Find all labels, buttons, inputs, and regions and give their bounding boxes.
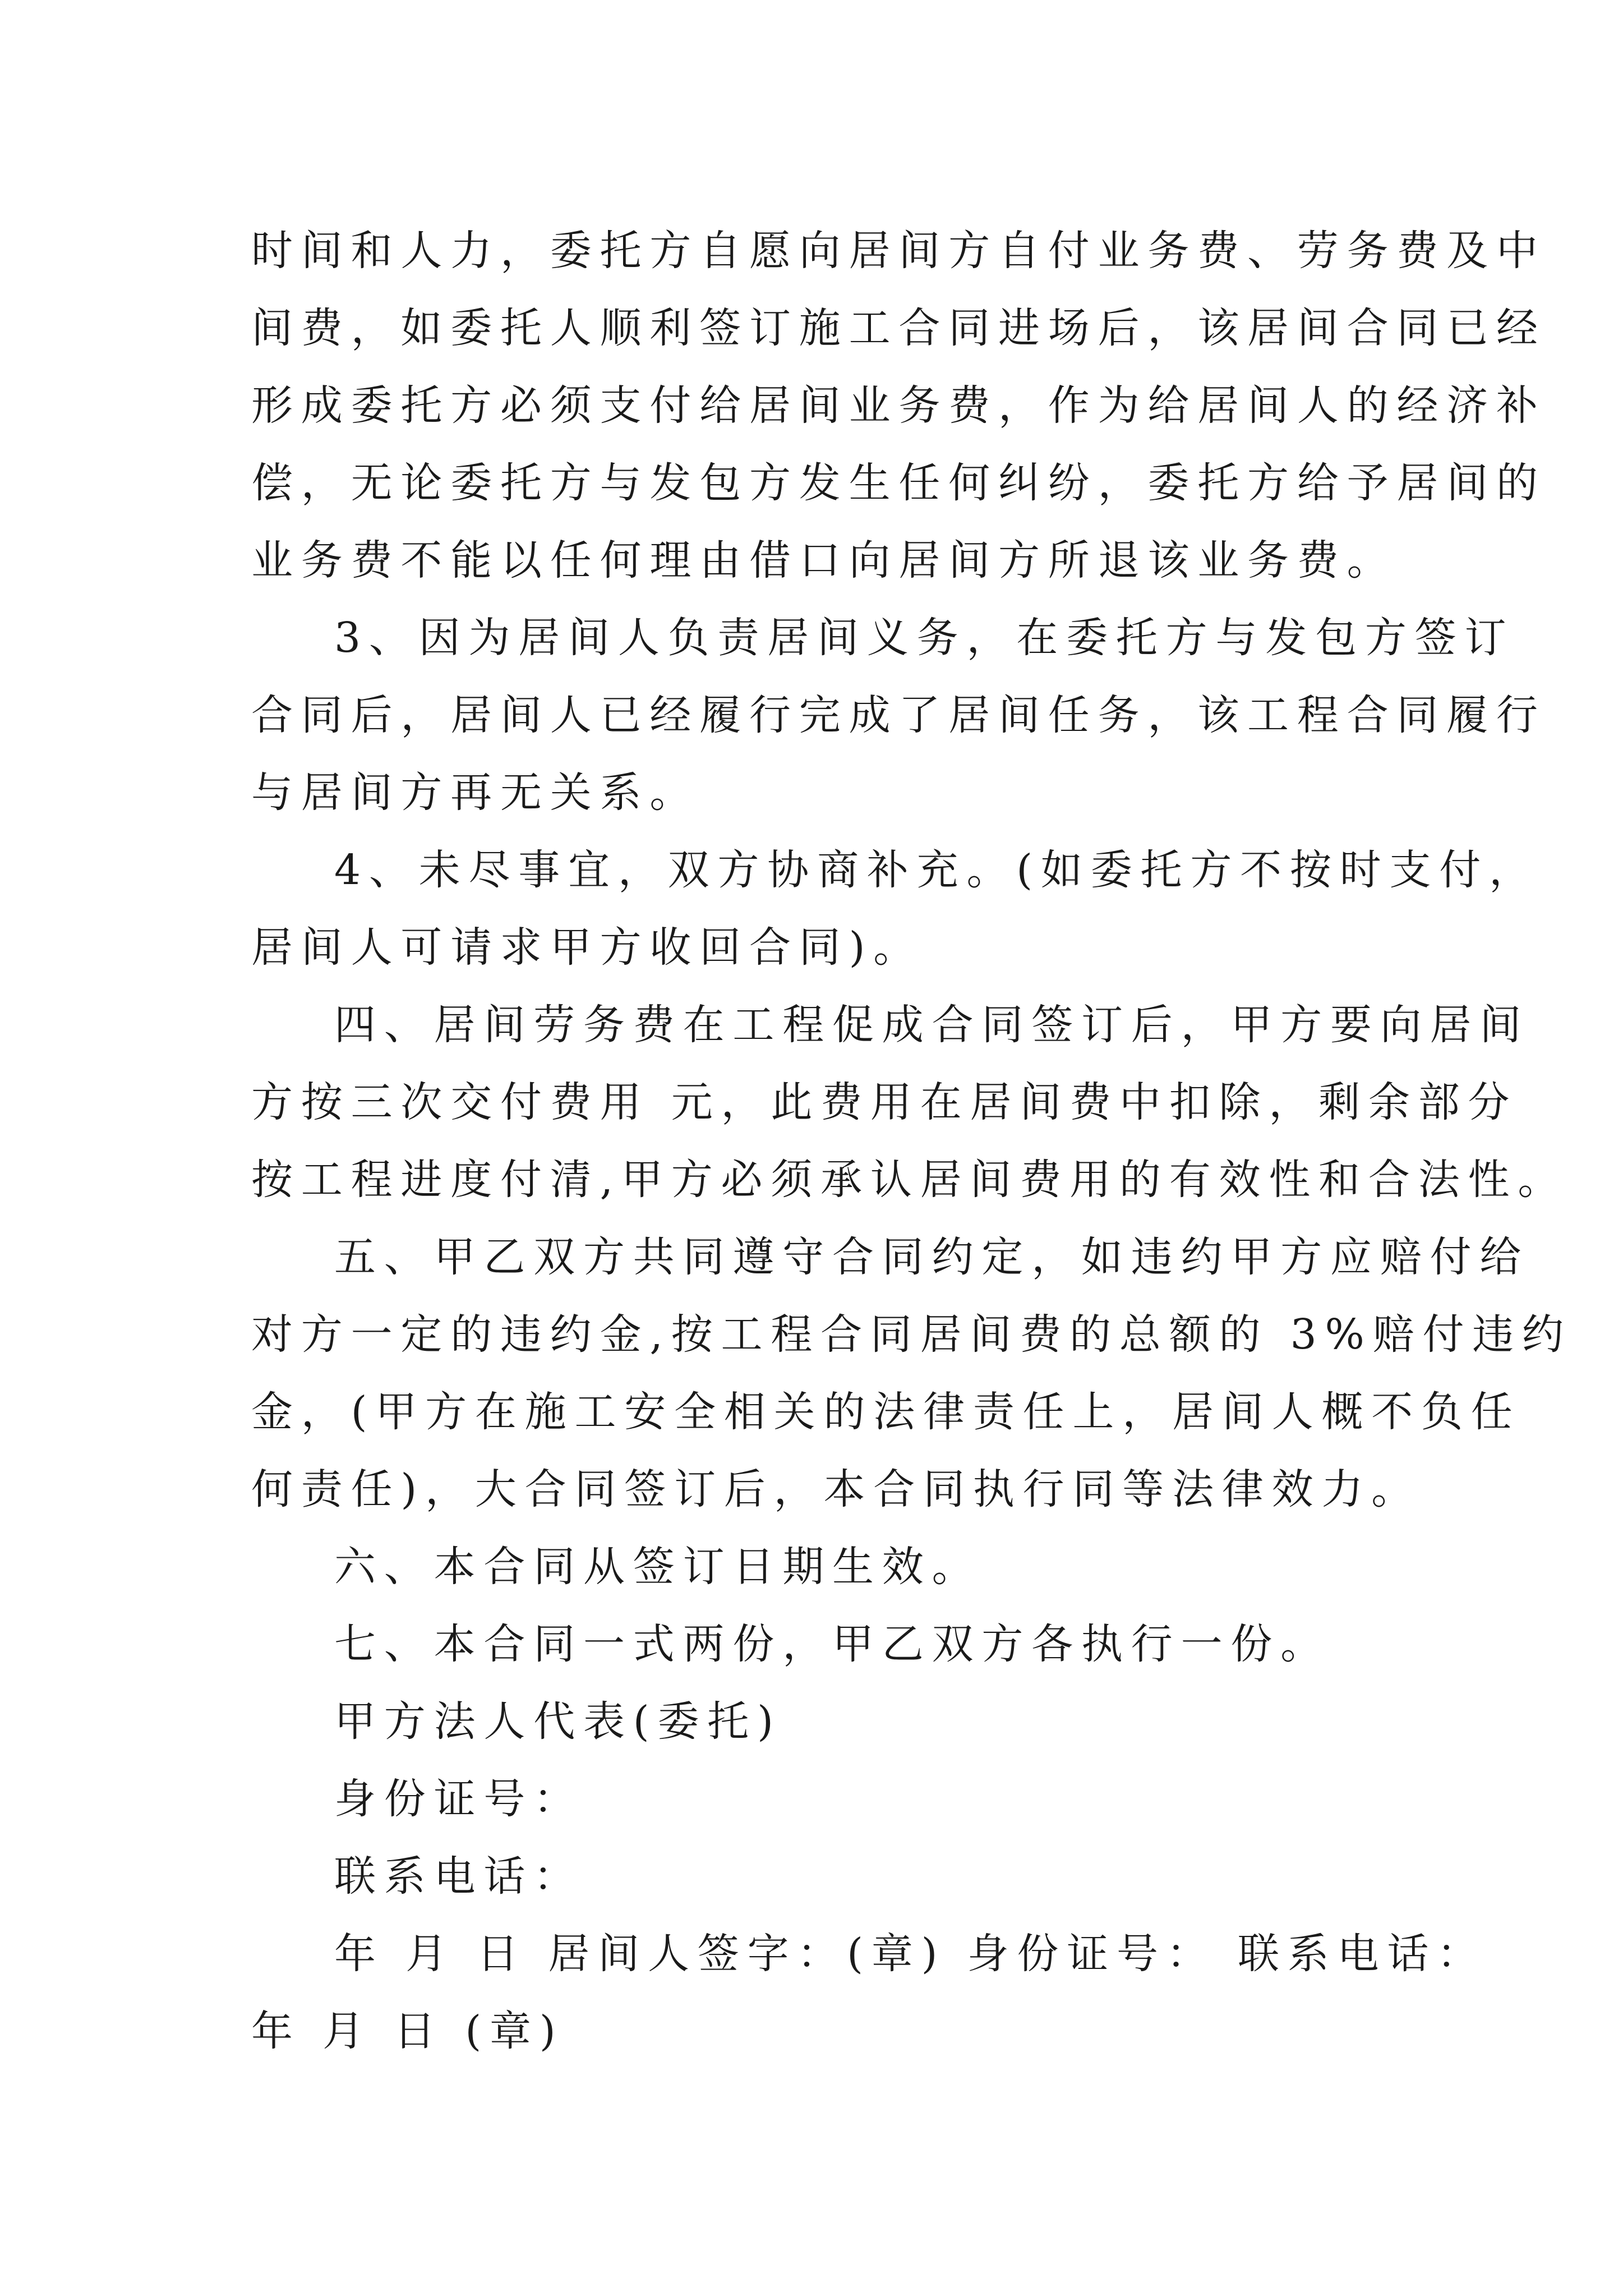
paragraph-section-4 xyxy=(251,986,1568,1218)
text-line: 身份证号： xyxy=(334,1775,583,1823)
signature-block xyxy=(251,1915,1487,2070)
phone-label xyxy=(251,1838,1395,1915)
party-a-representative-label xyxy=(251,1683,1395,1760)
text-line: 年 月 日 (章) xyxy=(251,2007,564,2055)
text-line: 合同后，居间人已经履行完成了居间任务，该工程合同履行 xyxy=(251,691,1546,739)
text-line: 何责任)，大合同签订后，本合同执行同等法律效力。 xyxy=(251,1465,1422,1513)
text-line: 甲方法人代表(委托) xyxy=(334,1697,782,1746)
text-line: 方按三次交付费用 元，此费用在居间费中扣除，剩余部分 xyxy=(251,1078,1518,1126)
paragraph-section-7 xyxy=(251,1605,1395,1683)
text-line: 金，(甲方在施工安全相关的法律责任上，居间人概不负任 xyxy=(251,1388,1521,1436)
text-line: 按工程进度付清,甲方必须承认居间费用的有效性和合法性。 xyxy=(251,1156,1568,1204)
document-body xyxy=(251,212,1572,2070)
text-line: 间费，如委托人顺利签订施工合同进场后，该居间合同已经 xyxy=(251,304,1546,352)
text-line: 五、甲乙双方共同遵守合同约定，如违约甲方应赔付给 xyxy=(334,1233,1530,1281)
text-line: 4、未尽事宜，双方协商补充。(如委托方不按时支付， xyxy=(334,846,1539,894)
text-line: 联系电话： xyxy=(334,1852,583,1901)
text-line: 与居间方再无关系。 xyxy=(251,769,700,817)
text-line: 年 月 日 居间人签字：(章) 身份证号： 联系电话： xyxy=(334,1930,1487,1978)
text-line: 四、居间劳务费在工程促成合同签订后，甲方要向居间 xyxy=(334,1001,1530,1049)
paragraph-continuation xyxy=(251,212,1546,599)
text-line: 六、本合同从签订日期生效。 xyxy=(334,1543,982,1591)
text-line: 偿，无论委托方与发包方发生任何纠纷，委托方给予居间的 xyxy=(251,459,1546,507)
text-line: 七、本合同一式两份，甲乙双方各执行一份。 xyxy=(334,1620,1330,1668)
text-line: 业务费不能以任何理由借口向居间方所退该业务费。 xyxy=(251,536,1397,585)
text-line: 居间人可请求甲方收回合同)。 xyxy=(251,923,924,972)
text-line: 时间和人力，委托方自愿向居间方自付业务费、劳务费及中 xyxy=(251,227,1546,275)
paragraph-clause-3 xyxy=(251,599,1546,831)
id-number-label xyxy=(251,1760,1395,1838)
paragraph-clause-4 xyxy=(251,831,1539,986)
text-line: 形成委托方必须支付给居间业务费，作为给居间人的经济补 xyxy=(251,381,1546,430)
paragraph-section-6 xyxy=(251,1528,1395,1605)
paragraph-section-5 xyxy=(251,1218,1572,1528)
text-line: 3、因为居间人负责居间义务，在委托方与发包方签订 xyxy=(334,614,1515,662)
text-line: 对方一定的违约金,按工程合同居间费的总额的 3%赔付违约 xyxy=(251,1310,1572,1359)
